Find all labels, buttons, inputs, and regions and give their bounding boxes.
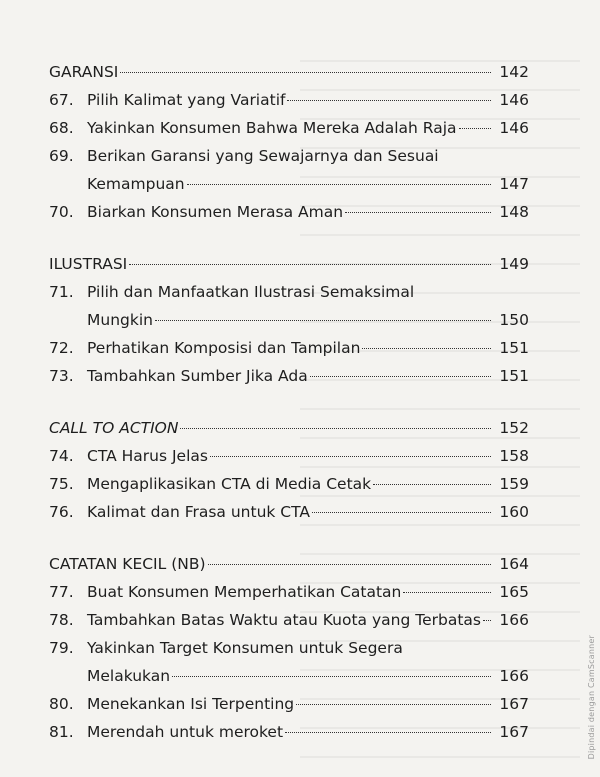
- page-number: 167: [499, 723, 529, 741]
- entry-number: 74.: [49, 447, 74, 465]
- page-number: 160: [499, 503, 529, 521]
- page-number: 147: [499, 175, 529, 193]
- dot-leader: [172, 675, 491, 677]
- toc-entry-line: [49, 442, 529, 470]
- section-gap: [49, 390, 529, 414]
- entry-title: Mengaplikasikan CTA di Media Cetak: [87, 475, 372, 493]
- page-number: 152: [499, 419, 529, 437]
- dot-leader: [362, 347, 491, 349]
- section-heading-title: ILUSTRASI: [49, 255, 128, 273]
- page-number: 167: [499, 695, 529, 713]
- page-number: 146: [499, 119, 529, 137]
- page-number: 149: [499, 255, 529, 273]
- dot-leader: [210, 455, 491, 457]
- toc-entry-line: [49, 334, 529, 362]
- entry-title: Mungkin: [87, 311, 153, 329]
- toc-entry[interactable]: [49, 690, 529, 718]
- entry-title: Buat Konsumen Memperhatikan Catatan: [87, 583, 402, 601]
- section-heading-title: CALL TO ACTION: [49, 419, 179, 437]
- entry-number: 76.: [49, 503, 74, 521]
- dot-leader: [310, 375, 491, 377]
- entry-number: 78.: [49, 611, 74, 629]
- toc-entry[interactable]: [49, 86, 529, 114]
- dot-leader: [180, 427, 491, 429]
- dot-leader: [403, 591, 491, 593]
- entry-title: Melakukan: [87, 667, 171, 685]
- entry-number: 73.: [49, 367, 74, 385]
- toc-entry-line: [49, 606, 529, 634]
- entry-number: 70.: [49, 203, 74, 221]
- entry-title: Pilih Kalimat yang Variatif: [87, 91, 286, 109]
- entry-number: 81.: [49, 723, 74, 741]
- toc-entry-line: [49, 142, 529, 170]
- toc-entry[interactable]: [49, 442, 529, 470]
- page-number: 146: [499, 91, 529, 109]
- page-number: 164: [499, 555, 529, 573]
- dot-leader: [312, 511, 491, 513]
- page-number: 158: [499, 447, 529, 465]
- entry-title: Kalimat dan Frasa untuk CTA: [87, 503, 310, 521]
- entry-title: Perhatikan Komposisi dan Tampilan: [87, 339, 361, 357]
- toc-entry[interactable]: [49, 362, 529, 390]
- dot-leader: [459, 127, 492, 129]
- entry-title: Biarkan Konsumen Merasa Aman: [87, 203, 344, 221]
- entry-number: 67.: [49, 91, 74, 109]
- entry-title: Menekankan Isi Terpenting: [87, 695, 295, 713]
- toc-entry[interactable]: [49, 606, 529, 634]
- toc-entry-line: [49, 278, 529, 306]
- entry-title: Kemampuan: [87, 175, 185, 193]
- toc-entry-line: [49, 170, 529, 198]
- section-heading-title: GARANSI: [49, 63, 119, 81]
- entry-number: 79.: [49, 639, 74, 657]
- dot-leader: [208, 563, 491, 565]
- section-gap: [49, 526, 529, 550]
- dot-leader: [287, 99, 491, 101]
- entry-number: 80.: [49, 695, 74, 713]
- toc-section: [49, 550, 529, 746]
- section-heading[interactable]: [49, 550, 529, 578]
- toc-section: [49, 414, 529, 526]
- entry-title: Yakinkan Target Konsumen untuk Segera: [87, 639, 403, 657]
- dot-leader: [296, 703, 491, 705]
- toc-section: [49, 250, 529, 390]
- toc-entry-line: [49, 362, 529, 390]
- toc-entry-line: [49, 634, 529, 662]
- entry-title: Pilih dan Manfaatkan Ilustrasi Semaksimal: [87, 283, 415, 301]
- toc-entry-line: [49, 690, 529, 718]
- dot-leader: [345, 211, 491, 213]
- page-number: 151: [499, 339, 529, 357]
- page-number: 166: [499, 611, 529, 629]
- entry-number: 75.: [49, 475, 74, 493]
- entry-title: Merendah untuk meroket: [87, 723, 284, 741]
- toc-entry[interactable]: [49, 278, 529, 334]
- toc-entry-line: [49, 498, 529, 526]
- toc-entry[interactable]: [49, 114, 529, 142]
- entry-title: Tambahkan Batas Waktu atau Kuota yang Terbatas: [87, 611, 481, 629]
- section-heading[interactable]: [49, 58, 529, 86]
- dot-leader: [187, 183, 491, 185]
- toc-entry[interactable]: [49, 634, 529, 690]
- page-number: 165: [499, 583, 529, 601]
- dot-leader: [155, 319, 491, 321]
- entry-number: 77.: [49, 583, 74, 601]
- toc-entry-line: [49, 470, 529, 498]
- toc-entry[interactable]: [49, 142, 529, 198]
- dot-leader: [120, 71, 491, 73]
- entry-title: CTA Harus Jelas: [87, 447, 208, 465]
- toc-entry-line: [49, 718, 529, 746]
- entry-title: Tambahkan Sumber Jika Ada: [87, 367, 308, 385]
- entry-number: 71.: [49, 283, 74, 301]
- entry-number: 72.: [49, 339, 74, 357]
- dot-leader: [373, 483, 491, 485]
- entry-title: Yakinkan Konsumen Bahwa Mereka Adalah Raja: [87, 119, 457, 137]
- page-number: 166: [499, 667, 529, 685]
- dot-leader: [285, 731, 491, 733]
- toc-entry[interactable]: [49, 578, 529, 606]
- entry-number: 68.: [49, 119, 74, 137]
- toc-entry-line: [49, 306, 529, 334]
- toc-section: [49, 58, 529, 226]
- section-heading-title: CATATAN KECIL (NB): [49, 555, 206, 573]
- toc-entry-line: [49, 578, 529, 606]
- toc-entry[interactable]: [49, 718, 529, 746]
- table-of-contents: [49, 58, 529, 746]
- toc-entry[interactable]: [49, 470, 529, 498]
- toc-entry-line: [49, 114, 529, 142]
- section-heading[interactable]: [49, 414, 529, 442]
- section-gap: [49, 226, 529, 250]
- toc-entry-line: [49, 662, 529, 690]
- toc-entry-line: [49, 86, 529, 114]
- dot-leader: [483, 619, 491, 621]
- toc-entry[interactable]: [49, 334, 529, 362]
- toc-entry[interactable]: [49, 198, 529, 226]
- scanner-watermark: Dipindai dengan CamScanner: [587, 634, 596, 759]
- page-number: 150: [499, 311, 529, 329]
- entry-number: 69.: [49, 147, 74, 165]
- dot-leader: [129, 263, 491, 265]
- entry-title: Berikan Garansi yang Sewajarnya dan Sesuai: [87, 147, 439, 165]
- page-number: 142: [499, 63, 529, 81]
- page-number: 148: [499, 203, 529, 221]
- toc-entry[interactable]: [49, 498, 529, 526]
- toc-entry-line: [49, 198, 529, 226]
- page-number: 151: [499, 367, 529, 385]
- page-number: 159: [499, 475, 529, 493]
- section-heading[interactable]: [49, 250, 529, 278]
